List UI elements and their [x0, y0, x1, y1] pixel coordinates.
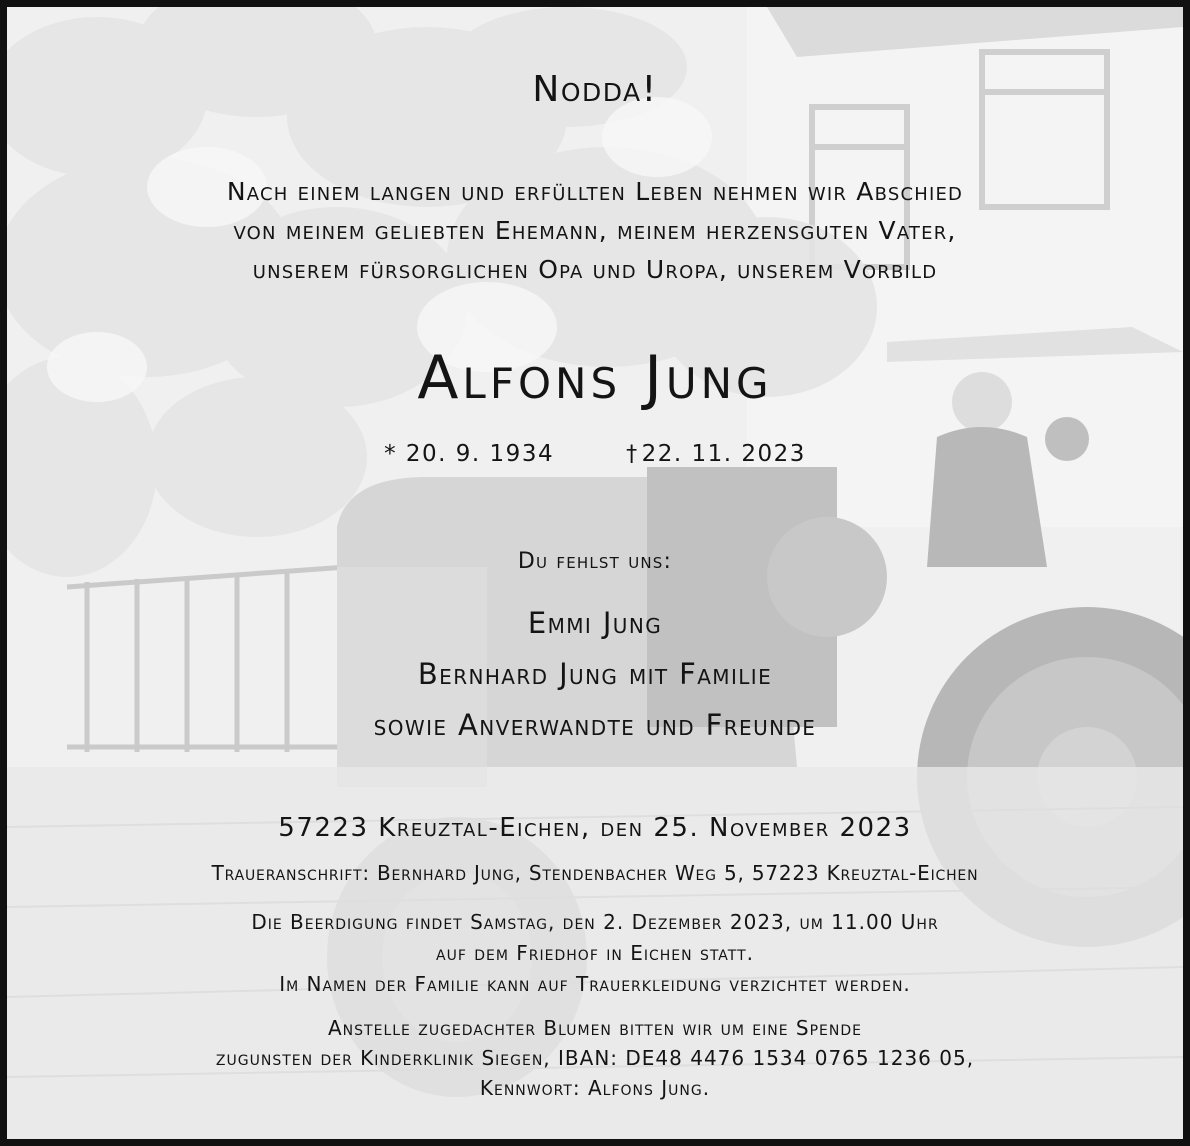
funeral-line: auf dem Friedhof in Eichen statt.	[436, 941, 754, 965]
opener-text: Nodda!	[532, 69, 658, 110]
life-dates	[7, 441, 1183, 467]
funeral-line: Im Namen der Familie kann auf Trauerkleidung verzichtet werden.	[279, 972, 911, 996]
place-date: 57223 Kreuztal-Eichen, den 25. November 2023	[278, 813, 912, 843]
intro-line: von meinem geliebten Ehemann, meinem herzensguten Vater,	[233, 216, 957, 245]
donation-info	[7, 1013, 1183, 1103]
funeral-info	[7, 907, 1183, 1000]
deceased-name: Alfons Jung	[417, 343, 773, 413]
missed-label: Du fehlst uns:	[517, 549, 673, 574]
death-date: 22. 11. 2023	[641, 441, 806, 467]
intro-line: Nach einem langen und erfüllten Leben nehmen wir Abschied	[226, 177, 964, 206]
donation-line: Anstelle zugedachter Blumen bitten wir um eine Spende	[328, 1016, 862, 1040]
intro-line: unserem fürsorglichen Opa und Uropa, unserem Vorbild	[252, 255, 938, 284]
funeral-line: Die Beerdigung findet Samstag, den 2. Dezember 2023, um 11.00 Uhr	[251, 910, 939, 934]
birth-date: * 20. 9. 1934	[384, 441, 555, 467]
donation-line: Kennwort: Alfons Jung.	[479, 1076, 711, 1100]
mourners-list	[7, 598, 1183, 751]
mourner-line: Emmi Jung	[527, 606, 663, 640]
mourner-line: Bernhard Jung mit Familie	[417, 657, 773, 691]
donation-line: zugunsten der Kinderklinik Siegen, IBAN: DE48 4476 1534 0765 1236 05,	[215, 1046, 975, 1070]
mourning-address: Traueranschrift: Bernhard Jung, Stendenbacher Weg 5, 57223 Kreuztal-Eichen	[211, 861, 979, 885]
cross-icon: †	[626, 442, 639, 467]
intro-text	[7, 172, 1183, 289]
mourner-line: sowie Anverwandte und Freunde	[373, 708, 817, 742]
